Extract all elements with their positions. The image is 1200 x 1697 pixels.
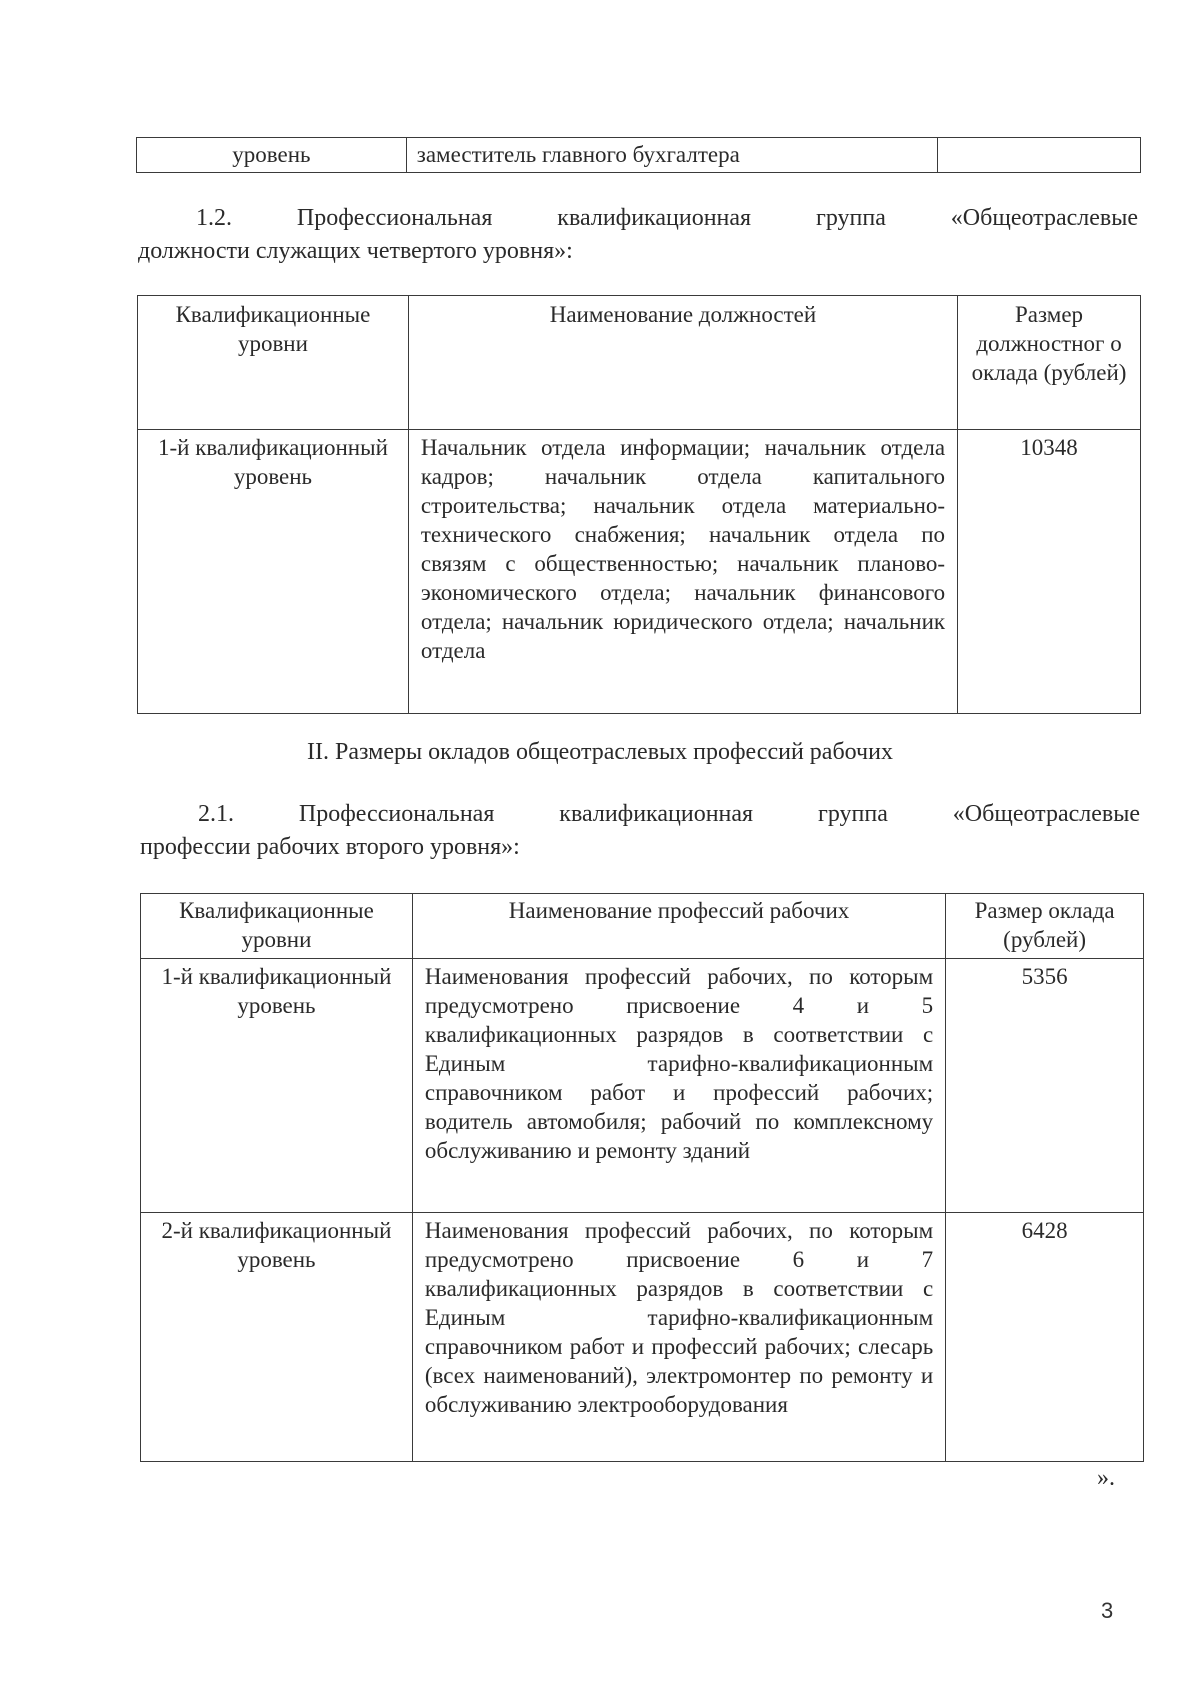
table-row [141, 1213, 1144, 1462]
section-heading: II. Размеры окладов общеотраслевых профессий рабочих [307, 739, 893, 765]
page-number: 3 [1101, 1598, 1114, 1623]
word: «Общеотраслевые [952, 801, 1140, 827]
level-cell: уровень [137, 138, 407, 173]
table-header-row [138, 296, 1141, 430]
level-cell: 2-й квалификационный уровень [141, 1213, 413, 1462]
table-row [138, 430, 1141, 714]
positions-cell: Начальник отдела информации; начальник отдела кадров; начальник отдела капитального строительства; начальник отдела материально-технического снабжения; начальник отдела по связям с общественностью; начальник планово-экономического отдела; начальник финансового отдела; начальник юридического отдела; начальник отдела [408, 430, 957, 714]
table-row [141, 959, 1144, 1213]
column-header: Квалификационные уровни [141, 894, 413, 959]
table-row [137, 138, 1141, 173]
level-cell: 1-й квалификационный уровень [138, 430, 409, 714]
table-continuation [136, 137, 1141, 173]
professions-cell: Наименования профессий рабочих, по которым предусмотрено присвоение 6 и 7 квалификационных разрядов в соответствии с Единым тарифно-квалификационным справочником работ и профессий рабочих; слесарь (всех наименований), электромонтер по ремонту и обслуживанию электрооборудования [412, 1213, 945, 1462]
salary-cell: 10348 [958, 430, 1141, 714]
closing-quote: ». [1097, 1465, 1115, 1491]
salary-cell: 5356 [946, 959, 1144, 1213]
word: группа [818, 801, 888, 827]
table-header-row [141, 894, 1144, 959]
section-number: 2.1. [198, 801, 234, 827]
paragraph-continuation: профессии рабочих второго уровня»: [140, 834, 520, 860]
level-cell: 1-й квалификационный уровень [141, 959, 413, 1213]
section-number: 1.2. [196, 205, 232, 231]
table-positions [137, 295, 1141, 714]
column-header: Размер оклада (рублей) [946, 894, 1144, 959]
professions-cell: Наименования профессий рабочих, по которым предусмотрено присвоение 4 и 5 квалификационных разрядов в соответствии с Единым тарифно-квалификационным справочником работ и профессий рабочих; водитель автомобиля; рабочий по комплексному обслуживанию и ремонту зданий [412, 959, 945, 1213]
column-header: Квалификационные уровни [138, 296, 409, 430]
column-header: Наименование должностей [408, 296, 957, 430]
word: квалификационная [557, 205, 752, 231]
paragraph-continuation: должности служащих четвертого уровня»: [138, 238, 573, 264]
table-professions [140, 893, 1144, 1462]
word: квалификационная [559, 801, 754, 827]
word: Профессиональная [296, 205, 493, 231]
paragraph-2-1 [140, 798, 1140, 864]
position-cell: заместитель главного бухгалтера [406, 138, 937, 173]
column-header: Размер должностног о оклада (рублей) [958, 296, 1141, 430]
salary-cell: 6428 [946, 1213, 1144, 1462]
word: группа [816, 205, 886, 231]
salary-cell [938, 138, 1141, 173]
column-header: Наименование профессий рабочих [412, 894, 945, 959]
word: Профессиональная [298, 801, 495, 827]
paragraph-1-2 [138, 202, 1138, 268]
word: «Общеотраслевые [950, 205, 1138, 231]
